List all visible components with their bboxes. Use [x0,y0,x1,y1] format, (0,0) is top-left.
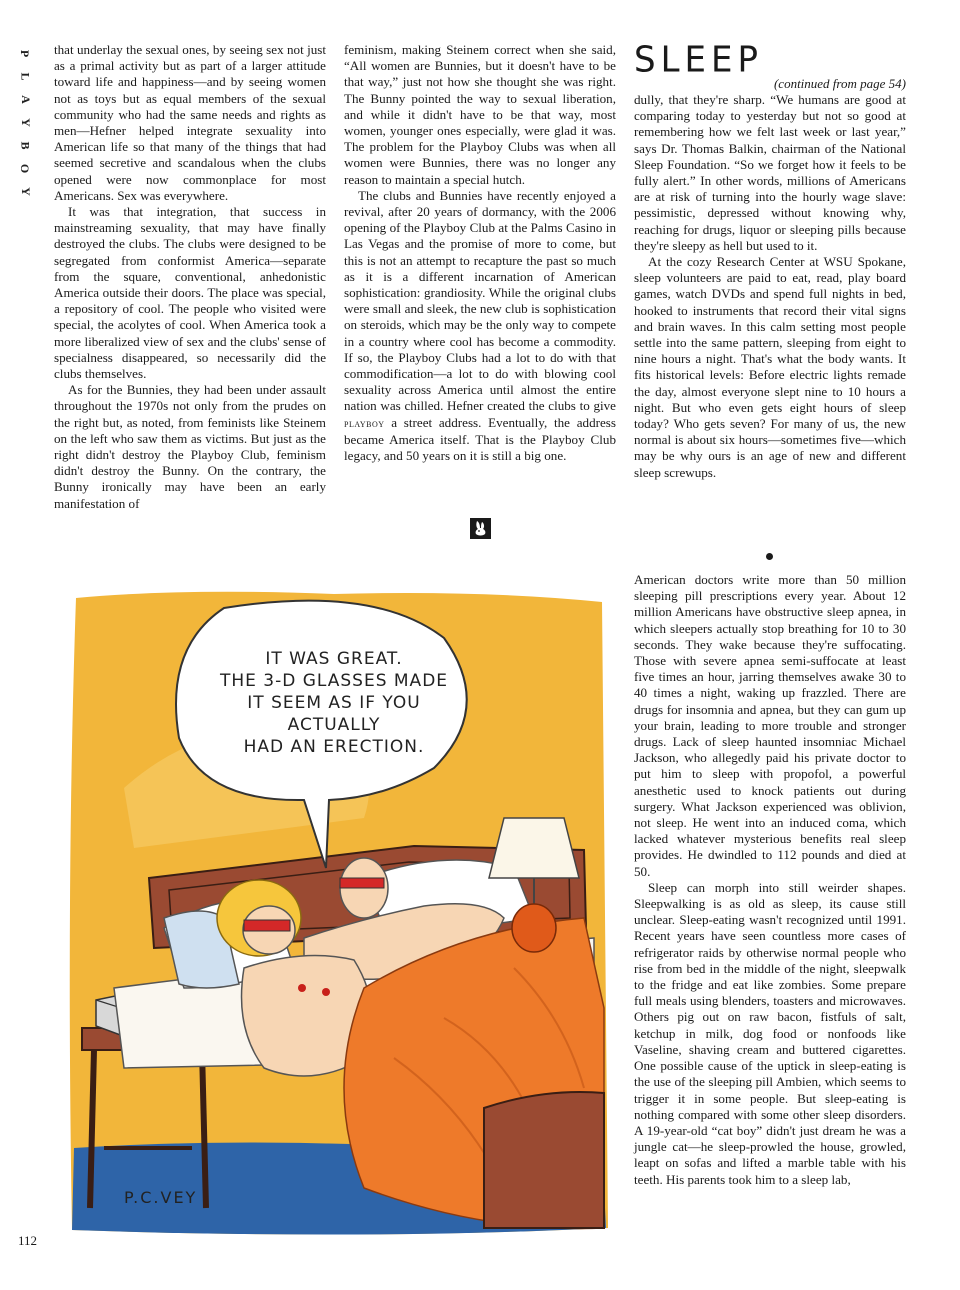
sidebar-column [634,92,906,481]
continued-note: (continued from page 54) [773,76,906,91]
rabbit-head-end-mark-icon [470,518,491,539]
paragraph [344,188,616,464]
paragraph: As for the Bunnies, they had been under assault throughout the 1970s not only from the prudes on the right but, as noted, from feminists like Steinem on the left who saw them as victims. But just as the right didn't destroy the Playboy Club, feminism didn't destroy the Bunny. On the contrary, the Bunny ironically may have been an early manifestation of [54,382,326,511]
paragraph: feminism, making Steinem correct when she said, “All women are Bunnies, but it doesn't have to be that way,” just not how she thought she was right. The Bunny pointed the way to sexual liberation, and while it didn't have to be that way, most women, younger ones especially, were glad it was. The problem for the Playboy Clubs was when all women were Bunnies, there was no longer any reason to maintain a special hutch. [344,42,616,187]
speech-line: THE 3-D GLASSES MADE [219,671,449,691]
running-head-letter: O [18,163,33,174]
running-head-letter: A [18,95,33,104]
woman-3d-glasses [244,920,290,931]
paragraph: Sleep can morph into still weirder shapes. Sleepwalking is as old as sleep, its cause still unclear. Sleep-eating wasn't recognized until 1991. Recent years have seen countless more cases of refrigerator raids by otherwise normal people who rise from bed in the middle of the night, sleepwalk to the fridge and eat like zombies. Some prepare full meals using blenders, toasters and microwaves. Others pig out on raw bacon, fistfuls of salt, ketchup in milk, dog food or nonfoods like Vaseline, shaving cream and buttered cigarettes. One possible cause of the uptick in sleep-eating is the use of the sleeping pill Ambien, which seems to trigger it in some people. But sleep-eating is nothing compared with some other sleep disorders. A 19-year-old “cat boy” didn't just dream he was a jungle cat—he sleep-prowled the house, growled, leapt on sofas and lifted a marble table with his teeth. His parents took him to a sleep lab, [634,879,906,1187]
running-head-letter: B [18,141,33,150]
running-head-letter: Y [18,187,33,196]
running-head-letter: L [18,72,33,81]
section-title: SLEEP [634,39,763,81]
speech-line: HAD AN ERECTION. [243,737,425,757]
magazine-name-smallcaps: playboy [344,417,385,430]
sidebar-column-continued [634,572,906,1188]
footboard [484,1092,604,1228]
cartoon-illustration [64,588,610,1240]
running-head-letter: Y [18,118,33,127]
man-3d-glasses [340,878,384,888]
speech-line: ACTUALLY [287,715,381,735]
lamp-base [512,904,556,952]
paragraph: dully, that they're sharp. “We humans are good at comparing today to yesterday but not so good at remembering how we felt last week or last year,” says Dr. Thomas Balkin, chairman of the National Sleep Foundation. “So we forget how it feels to be fully alert.” In other words, millions of Americans are at risk of turning into the hourly wage slave: pessimistic, depressed without knowing why, reaching for drugs, liquor or sleeping pills because they're sleepy as hell but used to it. [634,92,906,253]
paragraph: that underlay the sexual ones, by seeing sex not just as a primal activity but as part of a larger attitude toward life and happiness—and by seeing women not as toys but as equal members of the sexual community who had the same needs and rights as men—Hefner helped integrate sexuality into American life so that many of the things that had seemed secretive and scandalous when the clubs opened were now commonplace for most Americans. Sex was everywhere. [54,42,326,203]
section-break-bullet [766,553,773,560]
article-column-2 [344,42,616,464]
speech-line: IT WAS GREAT. [265,649,403,669]
lamp-shade [489,818,579,878]
running-head-letter: P [18,49,33,58]
paragraph: It was that integration, that success in mainstreaming sexuality, that may have finally destroyed the clubs. The clubs were designed to be segregated from conformist America—separate from the square, conventional, anhedonistic America outside their doors. The place was special, a repository of cool. The people who visited were special, the acolytes of cool. When America took a more liberalized view of sex and the clubs' sense of specialness disappeared, so necessarily did the clubs themselves. [54,204,326,382]
paragraph-text: a street address. Eventually, the address became America itself. That is the Playboy Club legacy, and 50 years on it is still a big one. [344,414,616,464]
paragraph: At the cozy Research Center at WSU Spokane, sleep volunteers are paid to eat, read, play board games, watch DVDs and spend full nights in bed, hooked to instruments that record their vital signs and brain waves. In this calm setting most people settle into the same pattern, sleeping from eight to nine hours a night. That's what the body wants. It fits historical levels: Before electric lights remade the day, almost everyone slept nine to 10 hours a night. But who even gets eight hours of sleep today? Who gets seven? For many of us, the new normal is about six hours—sometimes five—which may be why ours is an age of new and different sleep screwups. [634,254,906,480]
running-head [14,42,36,203]
page-number: 112 [18,1233,38,1248]
speech-line: IT SEEM AS IF YOU [247,693,421,713]
paragraph-text: The clubs and Bunnies have recently enjoyed a revival, after 20 years of dormancy, with the 2006 opening of the Playboy Club at the Palms Casino in Las Vegas and the promise of more to come, but this is not an attempt to recapture the past so much as it is a different incarnation of American sophistication: grandiosity. While the original clubs were small and sleek, the new club is sophistication on steroids, which may be the only way to compete in a country where cool has become a commodity. If so, the Playboy Clubs had a lot to do with that commodification—a lot to do with blowing cool sexuality across America until almost the entire nation was chilled. Hefner created the clubs to give [344,187,616,414]
paragraph: American doctors write more than 50 million sleeping pill prescriptions every year. About 12 million Americans have obstructive sleep apnea, in which sleepers actually stop breathing for 10 to 30 seconds. They wake because they're suffocating. Those with severe apnea semi-suffocate at least five times an hour, jarring themselves awake 30 to 40 times a night, waking up frazzled. There are drugs for insomnia and apnea, but they can gum up your brain, leading to more trouble and stronger drugs. Lack of sleep haunted insomniac Michael Jackson, who allegedly paid his private doctor to put him to sleep with propofol, a powerful anesthetic used to knock patients out during surgery. What Jackson experienced was oblivion, not sleep. He went into an induced coma, which lacked whatever mysterious benefits real sleep provides. He dwindled to 112 pounds and died at 50. [634,572,906,879]
article-column-1 [54,42,326,512]
artist-signature: P.C.VEY [124,1188,198,1207]
